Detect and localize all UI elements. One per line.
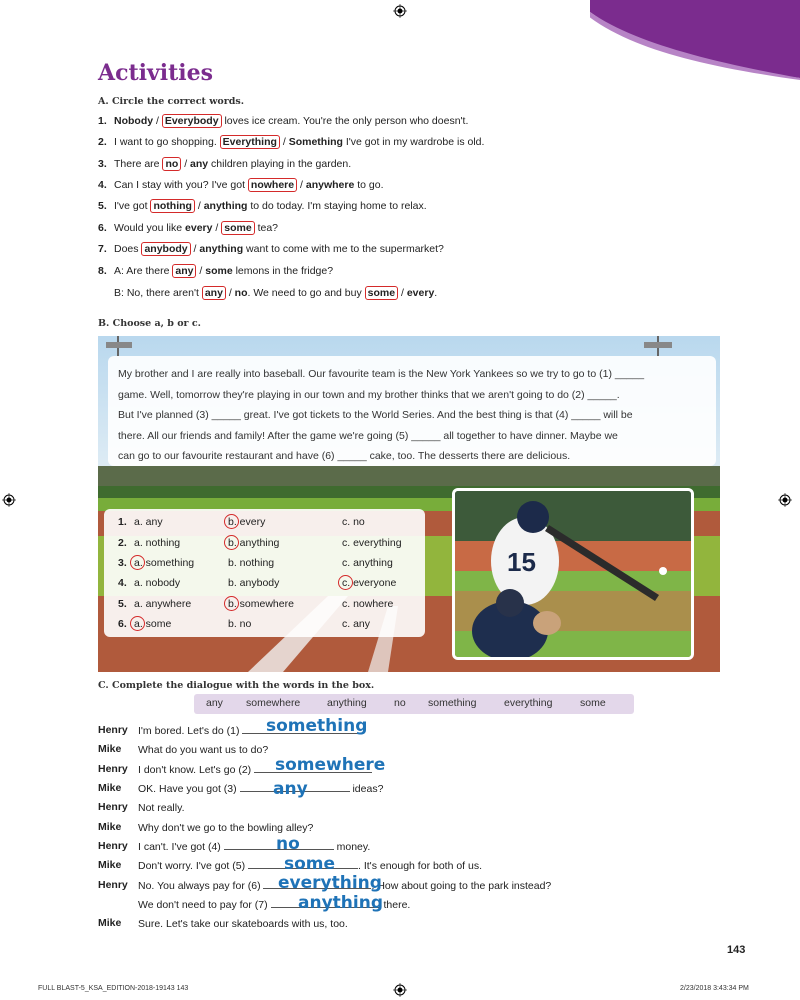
registration-mark-icon <box>2 493 16 507</box>
passage-line: game. Well, tomorrow they're playing in our town and my brother thinks that we aren't going to do (2) _____. <box>118 388 620 401</box>
word-box-item: everything <box>504 697 553 709</box>
dialogue-line: I don't know. Let's go (2) <box>138 763 372 777</box>
option-number: 5. <box>118 598 127 610</box>
page-title: Activities <box>98 60 214 86</box>
word-box-item: somewhere <box>246 697 301 709</box>
dialogue-line: Why don't we go to the bowling alley? <box>138 822 314 834</box>
speaker-name: Henry <box>98 763 128 775</box>
option-c: c. anything <box>342 557 393 569</box>
word-box-item: some <box>580 697 606 709</box>
exercise-a-item: 1. Nobody / Everybody loves ice cream. You're the only person who doesn't. <box>98 115 469 127</box>
answer-circle <box>224 514 239 529</box>
dialogue-line: I'm bored. Let's do (1) <box>138 724 362 738</box>
exercise-a-item: 5. I've got nothing / anything to do today. I'm staying home to relax. <box>98 200 427 212</box>
handwritten-answer: anything <box>298 893 383 913</box>
option-b: b. anything <box>228 537 280 549</box>
reading-passage <box>108 356 716 466</box>
passage-line: My brother and I are really into baseball. Our favourite team is the New York Yankees so we try to go to (1) _____ <box>118 368 645 380</box>
option-b: b. no <box>228 618 252 630</box>
baseball-batter-photo <box>452 488 694 660</box>
dialogue-line: Sure. Let's take our skateboards with us, too. <box>138 918 348 930</box>
option-number: 4. <box>118 577 127 589</box>
dialogue-line: Not really. <box>138 802 185 814</box>
handwritten-answer: everything <box>278 873 382 893</box>
answer-circle <box>338 575 353 590</box>
exercise-a-item: 8. A: Are there any / some lemons in the fridge? <box>98 265 334 277</box>
dialogue-line: We don't need to pay for (7) there. <box>138 899 411 911</box>
registration-mark-icon <box>778 493 792 507</box>
speaker-name: Mike <box>98 743 122 755</box>
option-a: a. nothing <box>134 537 181 549</box>
speaker-name: Mike <box>98 782 122 794</box>
exercise-a-item: 3. There are no / any children playing in the garden. <box>98 158 352 170</box>
corner-decoration <box>590 0 800 80</box>
registration-mark-icon <box>393 983 407 997</box>
word-box-item: anything <box>327 697 367 709</box>
answer-circle <box>130 555 145 570</box>
word-box-item: no <box>394 697 406 709</box>
dialogue-line: What do you want us to do? <box>138 744 269 756</box>
word-box-item: something <box>428 697 477 709</box>
answer-circle <box>224 596 239 611</box>
word-box <box>194 694 634 714</box>
handwritten-answer: somewhere <box>275 755 386 775</box>
jersey-number: 15 <box>507 547 536 577</box>
dialogue-line: I can't. I've got (4) money. <box>138 841 371 853</box>
exercise-a-item: 7. Does anybody / anything want to come with me to the supermarket? <box>98 243 444 255</box>
page-number: 143 <box>727 944 746 956</box>
registration-mark-icon <box>393 4 407 18</box>
footer-left: FULL BLAST-5_KSA_EDITION-2018-19143 143 <box>38 985 189 992</box>
word-box-item: any <box>206 697 223 709</box>
option-number: 1. <box>118 516 127 528</box>
speaker-name: Mike <box>98 859 122 871</box>
passage-line: But I've planned (3) _____ great. I've got tickets to the World Series. And the best thing is that (4) _____ will be <box>118 409 633 421</box>
passage-line: can go to our favourite restaurant and have (6) _____ cake, too. The desserts there are delicious. <box>118 450 571 462</box>
speaker-name: Mike <box>98 917 122 929</box>
option-b: b. every <box>228 516 266 528</box>
dialogue-line: No. You always pay for (6) . How about going to the park instead? <box>138 880 552 892</box>
option-number: 2. <box>118 537 127 549</box>
option-number: 6. <box>118 618 127 630</box>
option-c: c. any <box>342 618 371 630</box>
footer-right: 2/23/2018 3:43:34 PM <box>680 985 749 992</box>
handwritten-answer: no <box>276 834 300 854</box>
exercise-a-item: 2. I want to go shopping. Everything / Something I've got in my wardrobe is old. <box>98 136 485 148</box>
option-number: 3. <box>118 557 127 569</box>
option-b: b. anybody <box>228 577 280 589</box>
section-b-heading: B. Choose a, b or c. <box>98 318 201 329</box>
speaker-name: Mike <box>98 821 122 833</box>
option-b: b. somewhere <box>228 598 294 610</box>
exercise-a-item: 4. Can I stay with you? I've got nowhere / anywhere to go. <box>98 179 384 191</box>
handwritten-answer: any <box>273 779 308 799</box>
exercise-a-item-8b: B: No, there aren't any / no. We need to go and buy some / every. <box>114 287 438 299</box>
answer-circle <box>130 616 145 631</box>
option-b: b. nothing <box>228 557 275 569</box>
speaker-name: Henry <box>98 724 128 736</box>
dialogue-line: Don't worry. I've got (5) . It's enough for both of us. <box>138 860 483 872</box>
exercise-a-item: 6. Would you like every / some tea? <box>98 222 279 234</box>
answer-circle <box>224 535 239 550</box>
speaker-name: Henry <box>98 840 128 852</box>
option-c: c. everything <box>342 537 402 549</box>
speaker-name: Henry <box>98 801 128 813</box>
handwritten-answer: some <box>284 854 336 874</box>
option-a: a. any <box>134 516 163 528</box>
dialogue-line: OK. Have you got (3) ideas? <box>138 783 384 795</box>
passage-line: there. All our friends and family! After the game we're going (5) _____ all together to have dinner. Maybe we <box>118 429 618 442</box>
option-c: c. no <box>342 516 365 528</box>
option-a: a. anywhere <box>134 598 192 610</box>
option-a: a. something <box>134 557 195 569</box>
option-c: c. nowhere <box>342 598 394 610</box>
handwritten-answer: something <box>266 716 368 736</box>
option-c: c. everyone <box>342 577 397 589</box>
option-a: a. nobody <box>134 577 181 589</box>
section-c-heading: C. Complete the dialogue with the words in the box. <box>98 680 375 691</box>
section-a-heading: A. Circle the correct words. <box>98 96 245 107</box>
speaker-name: Henry <box>98 879 128 891</box>
option-a: a. some <box>134 618 172 630</box>
